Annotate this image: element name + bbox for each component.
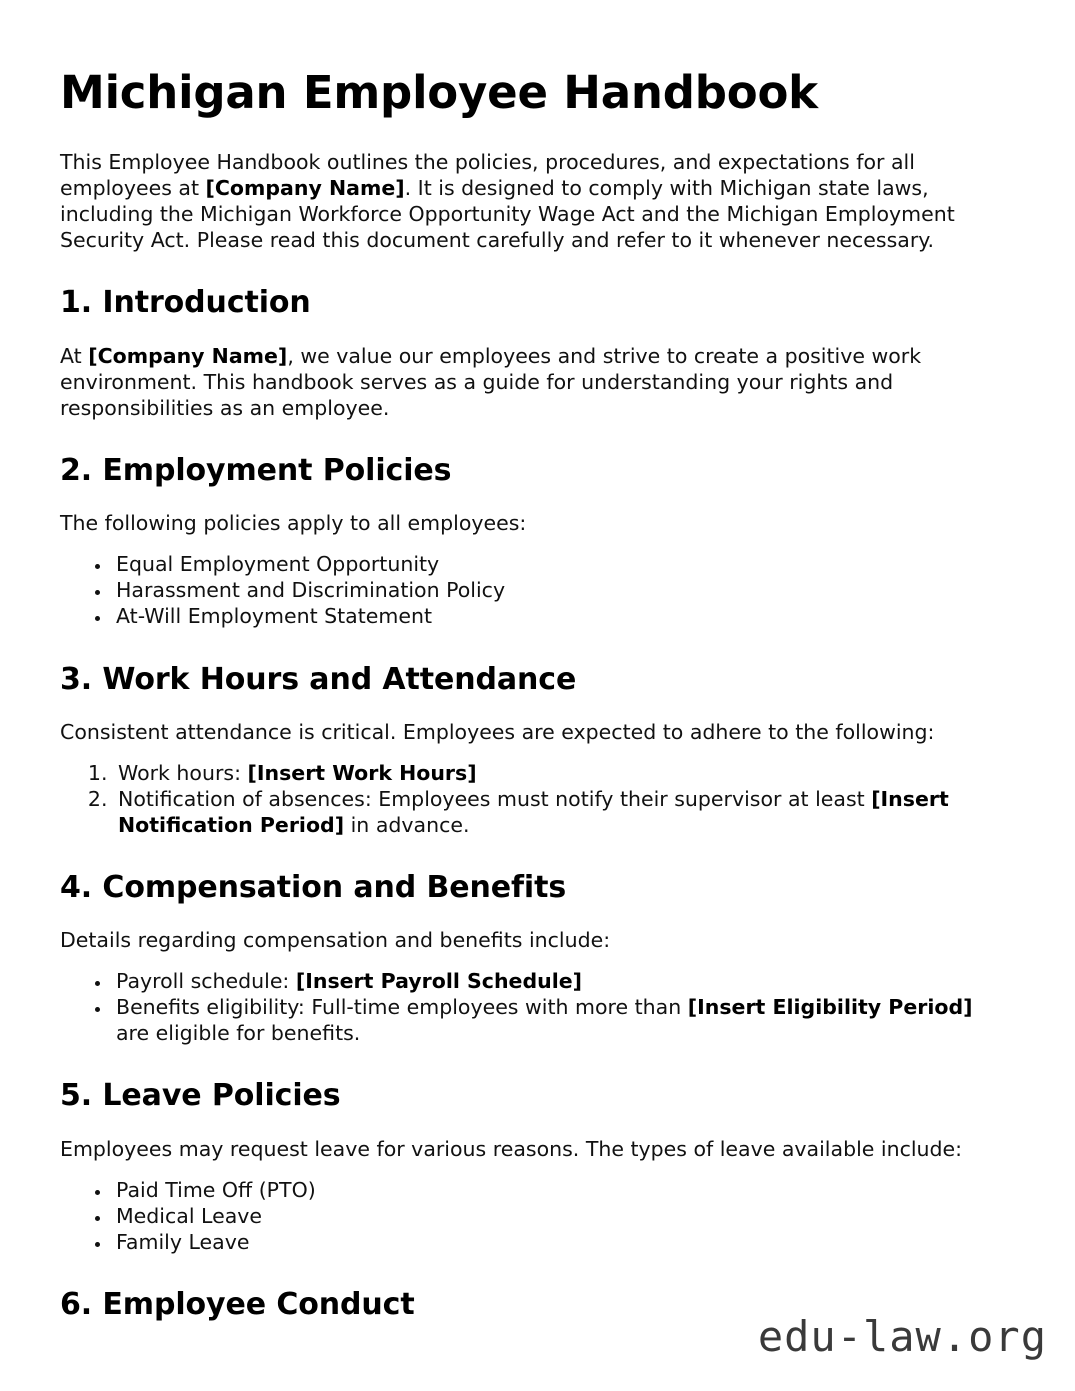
section1-text-part2: , we value our employees and strive to create a positive work environment. This handbook serves as a guide for understanding your rights and responsibilities as an employee. — [60, 343, 922, 420]
section-paragraph-work-hours: Consistent attendance is critical. Employees are expected to adhere to the following: — [60, 720, 935, 745]
section-heading-work-hours-and-attendance: 3. Work Hours and Attendance — [60, 661, 577, 697]
list-item — [112, 969, 985, 995]
intro-text-part2: . It is designed to comply with Michigan state laws, including the Michigan Workforce Opportunity Wage Act and the Michigan Employment Security Act. Please read this document carefully and refer to it whenever necessary. — [60, 176, 955, 253]
section-paragraph-introduction — [60, 343, 985, 421]
section-heading-employment-policies: 2. Employment Policies — [60, 452, 452, 488]
section-paragraph-compensation: Details regarding compensation and benefits include: — [60, 928, 611, 953]
eligibility-period-placeholder: [Insert Eligibility Period] — [687, 995, 973, 1020]
company-name-placeholder: [Company Name] — [88, 343, 288, 368]
section-heading-compensation-and-benefits: 4. Compensation and Benefits — [60, 870, 567, 906]
payroll-schedule-placeholder: [Insert Payroll Schedule] — [295, 969, 583, 994]
list-item-text-part2: are eligible for benefits. — [116, 1020, 361, 1045]
list-item: • Paid Time Off (PTO) — [112, 1178, 985, 1204]
employment-policies-list — [60, 552, 985, 630]
list-item-text-part1: Notification of absences: Employees must notify their supervisor at least — [118, 787, 872, 812]
intro-paragraph — [60, 149, 985, 253]
list-item — [112, 995, 985, 1046]
list-item-text-part1: Payroll schedule: — [116, 969, 296, 994]
section-heading-introduction: 1. Introduction — [60, 285, 311, 321]
list-item: • Harassment and Discrimination Policy — [112, 578, 985, 604]
company-name-placeholder: [Company Name] — [205, 176, 405, 201]
section-heading-employee-conduct: 6. Employee Conduct — [60, 1287, 415, 1323]
notification-period-placeholder: [Insert Notification Period] — [118, 787, 949, 837]
list-item-text-part2: in advance. — [344, 812, 470, 837]
list-item: • Equal Employment Opportunity — [112, 552, 985, 578]
list-item — [114, 761, 985, 787]
section-heading-leave-policies: 5. Leave Policies — [60, 1078, 341, 1114]
list-item-text-part1: Benefits eligibility: Full-time employees with more than — [116, 995, 688, 1020]
section1-text-part1: At — [60, 343, 89, 368]
leave-policies-list — [60, 1178, 985, 1256]
list-item — [114, 787, 985, 838]
work-hours-placeholder: [Insert Work Hours] — [247, 761, 477, 786]
watermark-edu-law: edu-law.org — [757, 1312, 1047, 1361]
intro-text-part1: This Employee Handbook outlines the policies, procedures, and expectations for all employees at — [60, 150, 915, 201]
list-item: • Family Leave — [112, 1230, 985, 1256]
list-item-text-part1: Work hours: — [118, 761, 248, 786]
list-item: • Medical Leave — [112, 1204, 985, 1230]
section-paragraph-leave-policies: Employees may request leave for various reasons. The types of leave available include: — [60, 1136, 963, 1161]
work-hours-ordered-list — [60, 761, 985, 838]
page-title: Michigan Employee Handbook — [60, 66, 818, 119]
compensation-benefits-list — [60, 969, 985, 1046]
section-paragraph-employment-policies: The following policies apply to all employees: — [60, 511, 527, 536]
list-item: • At-Will Employment Statement — [112, 604, 985, 630]
